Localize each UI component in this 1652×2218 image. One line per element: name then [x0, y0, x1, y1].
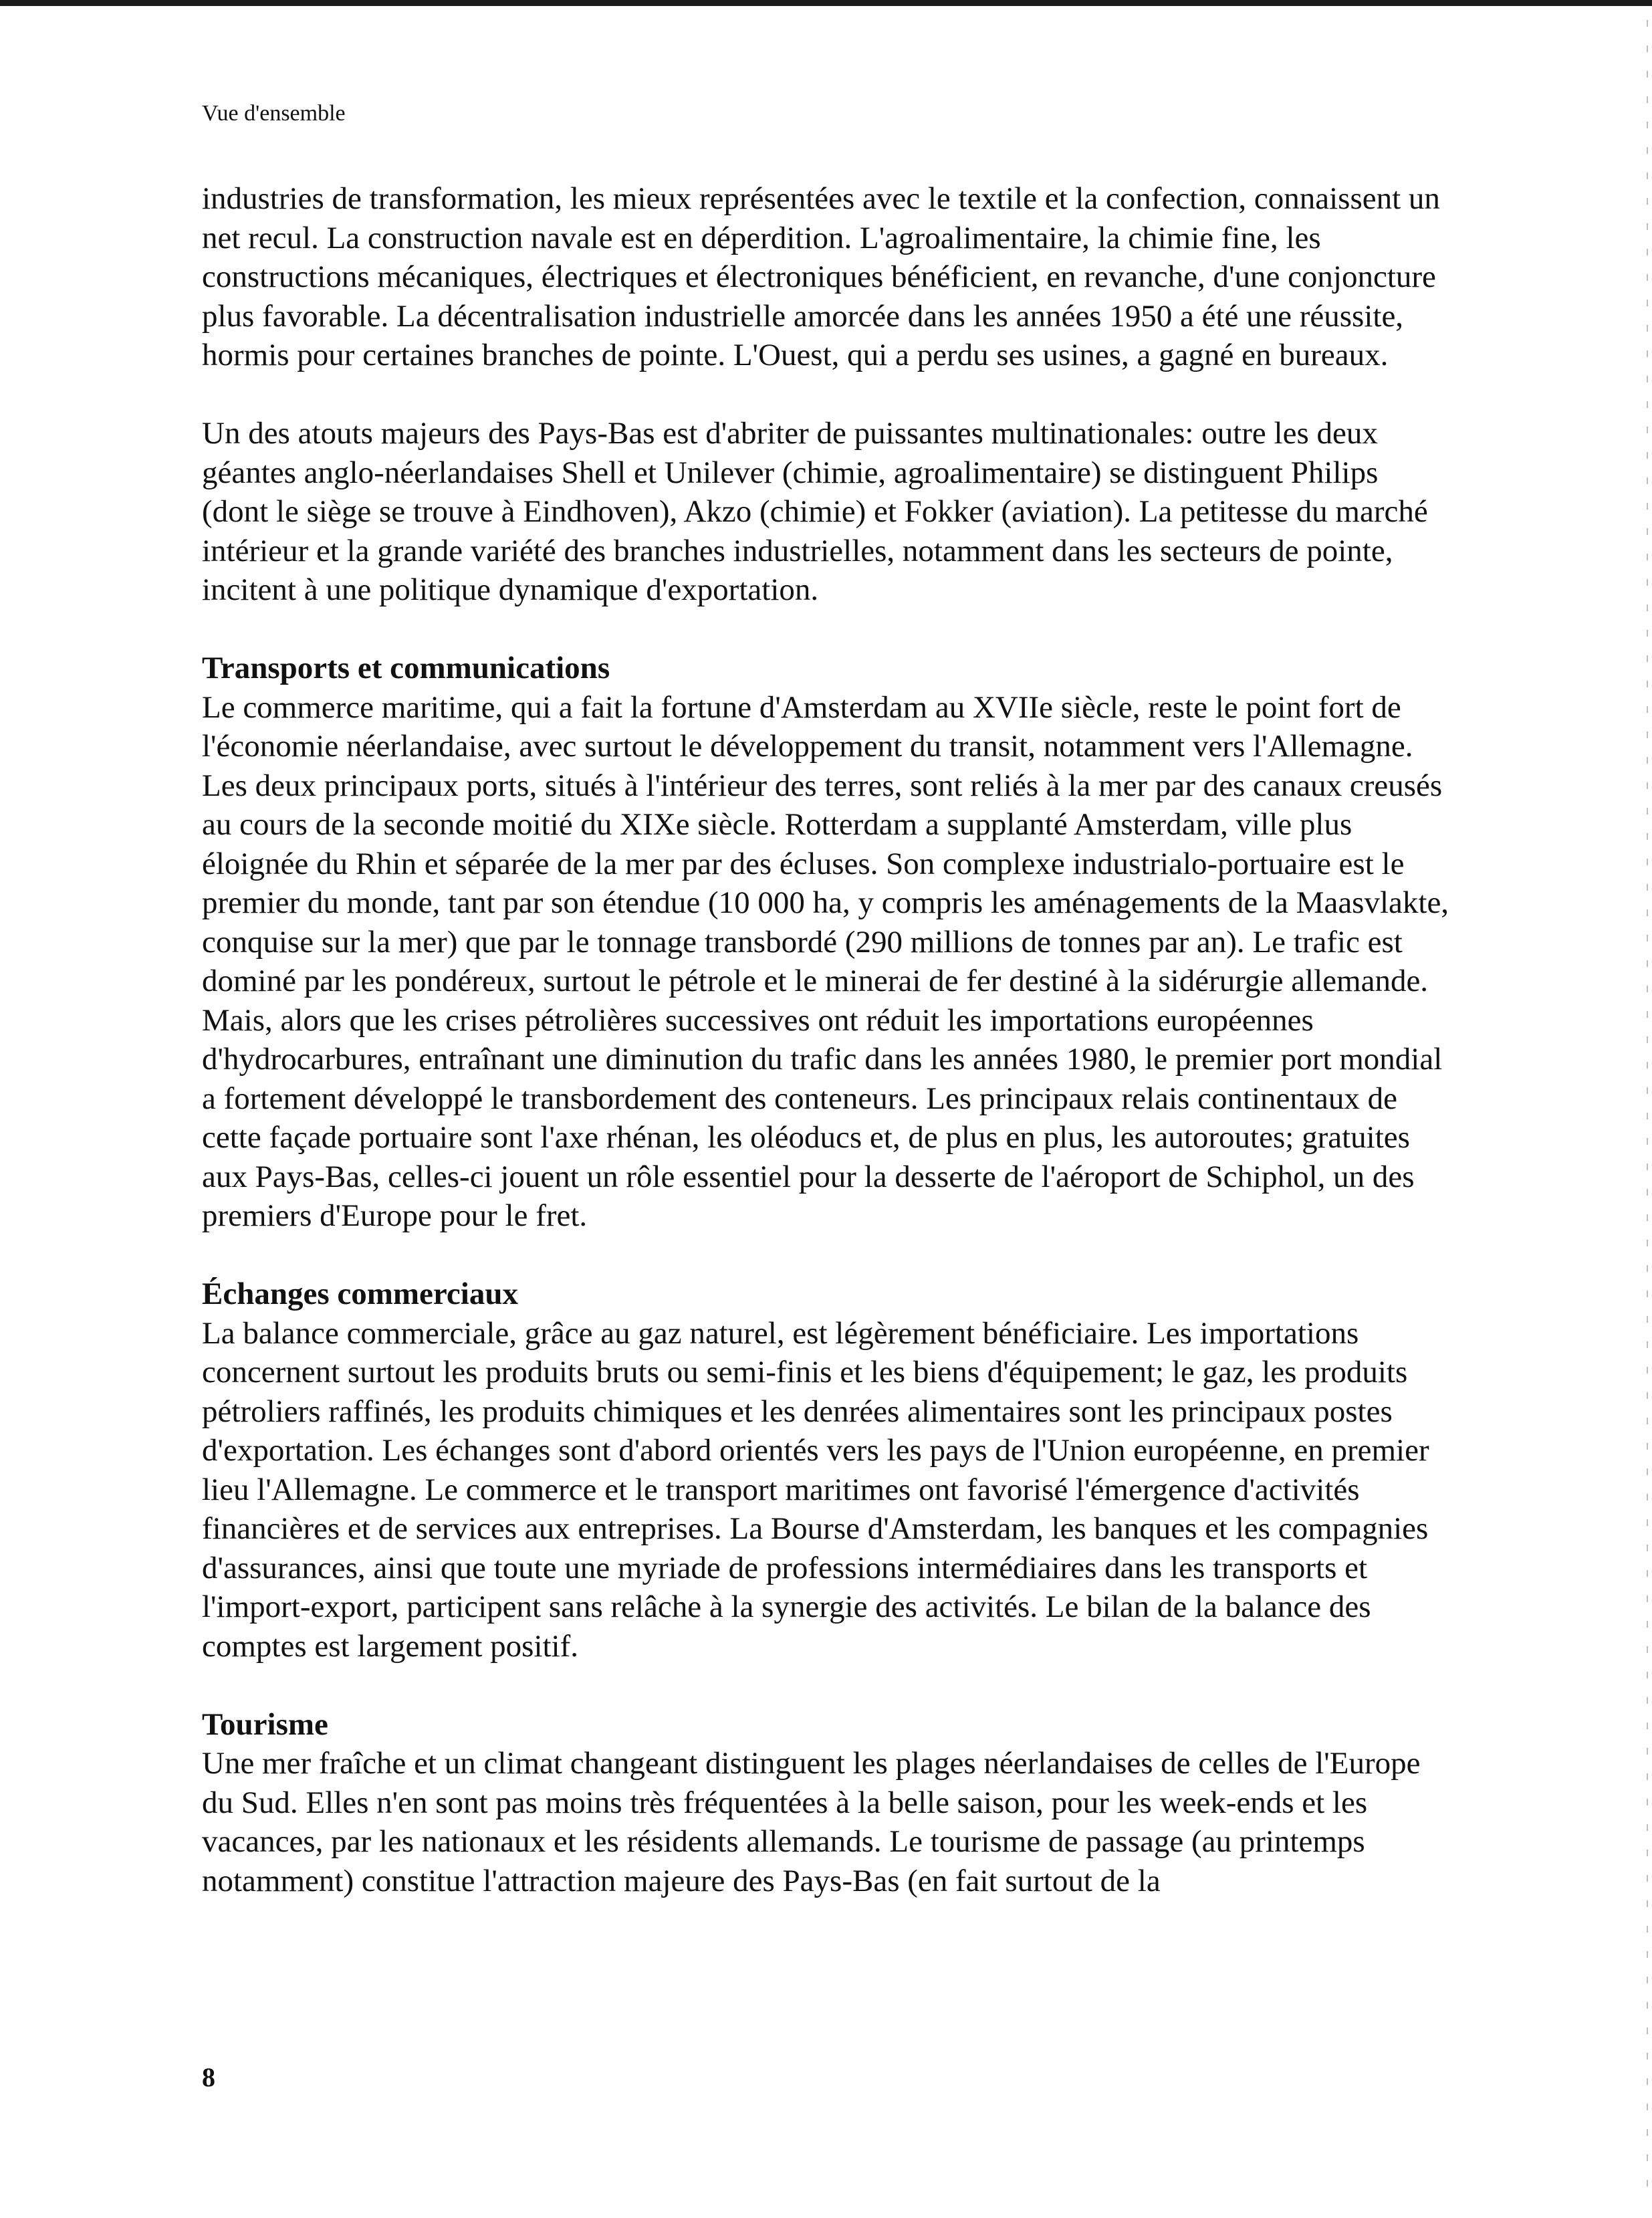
paragraph-gap	[202, 1666, 1452, 1705]
heading-echanges: Échanges commerciaux	[202, 1277, 518, 1311]
body-echanges: La balance commerciale, grâce au gaz naturel, est légèrement bénéficiaire. Les importations concernent surtout les produits bruts ou semi-finis et les biens d'équipement; le gaz, les produits pétroliers raffinés, les produits chimiques et les denrées alimentaires sont les principaux postes d'exportation. Les échanges sont d'abord orientés vers les pays de l'Union européenne, en premier lieu l'Allemagne. Le commerce et le transport maritimes ont favorisé l'émergence d'activités financières et de services aux entreprises. La Bourse d'Amsterdam, les banques et les compagnies d'assurances, ainsi que toute une myriade de professions intermédiaires dans les transports et l'import-export, participent sans relâche à la synergie des activités. Le bilan de la balance des comptes est largement positif.	[202, 1315, 1429, 1664]
paragraph-gap	[202, 375, 1452, 415]
scan-top-edge	[0, 0, 1652, 6]
heading-tourisme: Tourisme	[202, 1706, 328, 1742]
paragraph-gap	[202, 1236, 1452, 1275]
page-content	[202, 179, 1452, 1900]
intro-paragraph-1: industries de transformation, les mieux représentées avec le textile et la confection, connaissent un net recul. La construction navale est en déperdition. L'agroalimentaire, la chimie fine, les constructions mécaniques, électriques et électroniques bénéficient, en revanche, d'une conjoncture plus favorable. La décentralisation industrielle amorcée dans les années 1950 a été une réussite, hormis pour certaines branches de pointe. L'Ouest, qui a perdu ses usines, a gagné en bureaux.	[202, 181, 1440, 372]
scan-right-edge	[1647, 20, 1648, 2200]
running-header: Vue d'ensemble	[202, 101, 346, 126]
heading-transports: Transports et communications	[202, 651, 610, 685]
page-number: 8	[202, 2062, 215, 2092]
intro-paragraph-2: Un des atouts majeurs des Pays-Bas est d'abriter de puissantes multinationales: outre les deux géantes anglo-néerlandaises Shell et Unilever (chimie, agroalimentaire) se distinguent Philips (dont le siège se trouve à Eindhoven), Akzo (chimie) et Fokker (aviation). La petitesse du marché intérieur et la grande variété des branches industrielles, notamment dans les secteurs de pointe, incitent à une politique dynamique d'exportation.	[202, 416, 1428, 607]
paragraph-gap	[202, 610, 1452, 649]
body-tourisme: Une mer fraîche et un climat changeant distinguent les plages néerlandaises de celles de l'Europe du Sud. Elles n'en sont pas moins très fréquentées à la belle saison, pour les week-ends et les vacances, par les nationaux et les résidents allemands. Le tourisme de passage (au printemps notamment) constitue l'attraction majeure des Pays-Bas (en fait surtout de la	[202, 1746, 1421, 1898]
body-transports: Le commerce maritime, qui a fait la fortune d'Amsterdam au XVIIe siècle, reste le point fort de l'économie néerlandaise, avec surtout le développement du transit, notamment vers l'Allemagne. Les deux principaux ports, situés à l'intérieur des terres, sont reliés à la mer par des canaux creusés au cours de la seconde moitié du XIXe siècle. Rotterdam a supplanté Amsterdam, ville plus éloignée du Rhin et séparée de la mer par des écluses. Son complexe industrialo-portuaire est le premier du monde, tant par son étendue (10 000 ha, y compris les aménagements de la Maasvlakte, conquise sur la mer) que par le tonnage transbordé (290 millions de tonnes par an). Le trafic est dominé par les pondéreux, surtout le pétrole et le minerai de fer destiné à la sidérurgie allemande. Mais, alors que les crises pétrolières successives ont réduit les importations européennes d'hydrocarbures, entraînant une diminution du trafic dans les années 1980, le premier port mondial a fortement développé le transbordement des conteneurs. Les principaux relais continentaux de cette façade portuaire sont l'axe rhénan, les oléoducs et, de plus en plus, les autoroutes; gratuites aux Pays-Bas, celles-ci jouent un rôle essentiel pour la desserte de l'aéroport de Schiphol, un des premiers d'Europe pour le fret.	[202, 689, 1449, 1233]
